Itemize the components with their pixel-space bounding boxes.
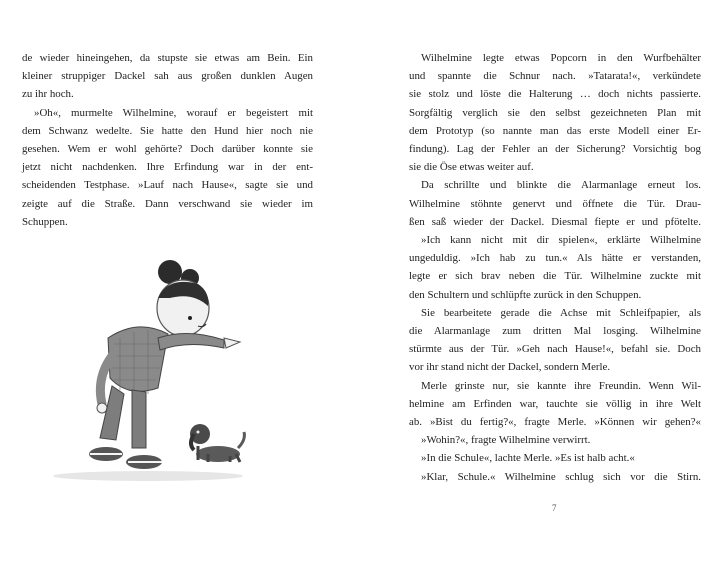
text-line: kleiner struppiger Dackel sah aus großen dunklen Augen: [22, 70, 313, 83]
right-page-text: [409, 49, 701, 486]
text-line: die Alarmanlage zum dritten Mal losging. Wilhelmine: [409, 325, 701, 338]
text-line: ab. »Bist du fertig?«, fragte Merle. »Können wir gehen?«: [409, 416, 701, 429]
text-line: und spannte die Schnur nach. »Tatarata!«, verkündete: [409, 70, 701, 83]
text-line: de wieder hineingehen, da stupste sie etwas am Bein. Ein: [22, 52, 313, 64]
text-line: zeigte auf die Straße. Dann verschwand sie wieder im: [22, 197, 313, 210]
text-line: sie stolz und löste die Halterung … doch nichts passierte.: [409, 88, 701, 101]
text-line: Sorgfältig verglich sie den selbst gezeichneten Plan mit: [409, 106, 701, 119]
illustration-girl-and-dog: [48, 258, 258, 488]
text-line: helmine am Erfinden war, tauchte sie völlig in ihre Welt: [409, 397, 701, 410]
text-line: jetzt nicht nachdenken. Ihre Erfindung war in der ent-: [22, 161, 313, 174]
text-line: findung). Lag der Fehler an der Sicherung? Vorsichtig bog: [409, 143, 701, 156]
text-line: stürmte aus der Tür. »Geh nach Hause!«, befahl sie. Doch: [409, 343, 701, 356]
text-line: dem Schwanz wedelte. Sie hatte den Hund hier noch nie: [22, 124, 313, 137]
text-line: scheidenden Testphase. »Lauf nach Hause«, sagte sie und: [22, 179, 313, 192]
text-line: legte er sich brav neben die Tür. Wilhelmine zuckte mit: [409, 270, 701, 283]
text-line: dem Prototyp (so nannte man das erste Modell einer Er-: [409, 124, 701, 137]
text-line: »Ich kann nicht mit dir spielen«, erklärte Wilhelmine: [421, 234, 701, 247]
text-line: zu ihr hoch.: [22, 88, 74, 101]
text-line: »In die Schule«, lachte Merle. »Es ist halb acht.«: [421, 452, 635, 465]
text-line: den Schultern und schlüpfte zurück in den Schuppen.: [409, 288, 642, 301]
text-line: Wilhelmine legte etwas Popcorn in den Wurfbehälter: [421, 52, 701, 64]
text-line: Sie bearbeitete gerade die Achse mit Schleifpapier, als: [421, 306, 701, 319]
text-line: ungeduldig. »Ich hab zu tun.« Als hätte er verstanden,: [409, 252, 701, 265]
text-line: »Oh«, murmelte Wilhelmine, worauf er begeistert mit: [34, 106, 313, 119]
page-number: 7: [552, 503, 557, 513]
text-line: »Klar, Schule.« Wilhelmine schlug sich vor die Stirn.: [421, 470, 701, 483]
text-line: ßen saß wieder der Dackel. Diesmal fiepte er und pfötelte.: [409, 215, 701, 228]
text-line: vor ihr stand nicht der Dackel, sondern Merle.: [409, 361, 611, 374]
text-line: »Wohin?«, fragte Wilhelmine verwirrt.: [421, 434, 591, 447]
text-line: gesehen. Wem er wohl gehörte? Doch darüber konnte sie: [22, 143, 313, 156]
text-line: Schuppen.: [22, 215, 68, 228]
text-line: Merle grinste nur, sie kannte ihre Freundin. Wenn Wil-: [421, 379, 701, 392]
text-line: Da schrillte und blinkte die Alarmanlage erneut los.: [421, 179, 701, 192]
text-line: Wilhelmine stöhnte genervt und öffnete die Tür. Drau-: [409, 197, 701, 210]
text-line: sie die Öse etwas weiter auf.: [409, 161, 534, 174]
left-page-text: [22, 49, 313, 231]
